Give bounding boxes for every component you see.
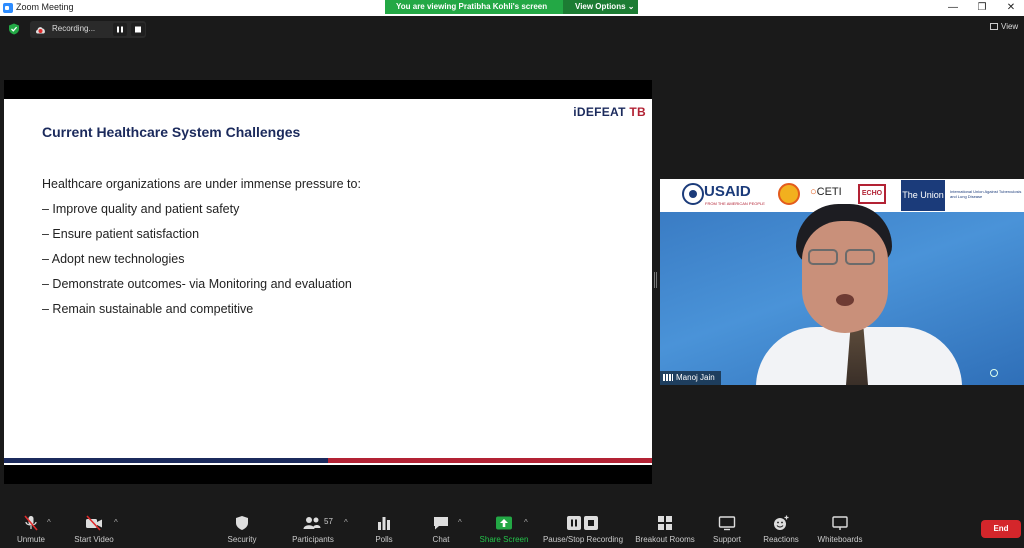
security-label: Security	[227, 535, 257, 544]
breakout-rooms-button[interactable]	[634, 507, 696, 548]
share-screen-button[interactable]	[478, 507, 530, 548]
slide-bullet: – Improve quality and patient safety	[42, 202, 240, 216]
participant-face	[802, 221, 888, 333]
security-button[interactable]	[222, 507, 262, 548]
slide-footer-stripe-red	[328, 458, 652, 463]
participants-icon	[303, 515, 321, 531]
restore-button[interactable]: ❐	[977, 2, 987, 13]
cloud-recording-icon	[35, 25, 46, 34]
zoom-app-icon	[3, 3, 13, 13]
recording-indicator	[30, 21, 146, 38]
shared-screen	[4, 80, 652, 484]
usaid-logo: USAID	[704, 183, 751, 200]
view-label: View	[1001, 22, 1019, 31]
the-union-logo: The Union	[901, 180, 945, 211]
participants-count: 57	[324, 517, 333, 526]
echo-logo: ECHO	[858, 184, 886, 204]
slide-intro: Healthcare organizations are under immense pressure to:	[42, 177, 361, 191]
the-union-tagline: International Union Against Tuberculosis and Lung Disease	[950, 189, 1022, 199]
ceti-logo	[810, 186, 842, 198]
ceti-text: CETI	[816, 186, 842, 198]
participant-video-tile[interactable]	[660, 179, 1024, 385]
minimize-button[interactable]: —	[948, 2, 958, 13]
whiteboard-icon	[831, 515, 849, 531]
view-options-button[interactable]	[563, 0, 638, 14]
start-video-button[interactable]	[70, 507, 118, 548]
encryption-shield-icon[interactable]	[8, 23, 20, 35]
pause-stop-recording-label: Pause/Stop Recording	[542, 535, 624, 544]
polls-label: Polls	[375, 535, 393, 544]
window-title: Zoom Meeting	[16, 2, 74, 12]
share-options-caret[interactable]	[524, 507, 534, 548]
reactions-smiley-icon	[772, 515, 790, 531]
ceti-c-mark: ○	[810, 186, 817, 198]
support-screen-icon	[718, 515, 736, 531]
recording-label: Recording...	[52, 24, 96, 33]
usaid-tagline: FROM THE AMERICAN PEOPLE	[705, 201, 765, 206]
polls-button[interactable]	[367, 507, 401, 548]
breakout-rooms-icon	[656, 515, 674, 531]
polls-icon	[375, 515, 393, 531]
chat-bubble-icon	[432, 515, 450, 531]
share-screen-arrow-icon	[495, 515, 513, 531]
grid-icon	[990, 23, 998, 30]
muted-microphone-icon	[22, 515, 40, 531]
slide-title: Current Healthcare System Challenges	[42, 124, 301, 140]
end-meeting-button[interactable]: End	[981, 520, 1021, 538]
chevron-down-icon: ⌄	[627, 2, 635, 11]
reactions-button[interactable]	[760, 507, 802, 548]
presentation-slide	[4, 99, 652, 465]
unmute-button[interactable]	[10, 507, 52, 548]
glasses-left-lens	[808, 249, 838, 265]
caret-up-icon: ^	[524, 518, 528, 527]
chat-button[interactable]	[424, 507, 458, 548]
pause-recording-icon[interactable]	[113, 23, 127, 36]
participants-label: Participants	[292, 535, 334, 544]
audio-options-caret[interactable]	[47, 507, 57, 548]
tile-options-icon[interactable]	[990, 369, 998, 377]
video-off-icon	[85, 515, 103, 531]
participants-options-caret[interactable]	[344, 507, 354, 548]
unmute-label: Unmute	[16, 535, 45, 544]
meeting-toolbar	[0, 507, 1024, 548]
slide-bullet: – Adopt new technologies	[42, 252, 185, 266]
chat-label: Chat	[432, 535, 450, 544]
logo-text-a: iDEFEAT	[573, 105, 626, 119]
whiteboards-button[interactable]	[815, 507, 865, 548]
share-screen-label: Share Screen	[479, 535, 529, 544]
slide-bullet: – Remain sustainable and competitive	[42, 302, 254, 316]
slide-bullet: – Ensure patient satisfaction	[42, 227, 200, 241]
breakout-rooms-label: Breakout Rooms	[635, 535, 695, 544]
idefeat-tb-logo	[573, 105, 646, 119]
glasses-right-lens	[845, 249, 875, 265]
caret-up-icon: ^	[47, 518, 51, 527]
participant-name-tag	[660, 371, 721, 385]
video-options-caret[interactable]	[114, 507, 124, 548]
view-layout-button[interactable]	[990, 22, 1022, 34]
logo-text-b: TB	[625, 105, 646, 119]
pause-stop-recording-button[interactable]	[540, 507, 626, 548]
caret-up-icon: ^	[114, 518, 118, 527]
whiteboards-label: Whiteboards	[817, 535, 863, 544]
usaid-seal-icon	[682, 183, 704, 205]
caret-up-icon: ^	[458, 518, 462, 527]
connection-strength-icon	[663, 374, 673, 381]
shield-icon	[233, 515, 251, 531]
participants-button[interactable]	[288, 507, 338, 548]
caret-up-icon: ^	[344, 518, 348, 527]
stop-recording-icon[interactable]	[131, 23, 145, 36]
start-video-label: Start Video	[74, 535, 114, 544]
viewing-screen-banner	[385, 0, 638, 14]
panel-splitter-handle[interactable]	[654, 272, 657, 288]
close-button[interactable]: ✕	[1006, 2, 1016, 13]
chat-options-caret[interactable]	[458, 507, 468, 548]
slide-footer-stripe-blue	[4, 458, 328, 463]
viewing-screen-message: You are viewing Pratibha Kohli's screen	[396, 2, 548, 11]
reactions-label: Reactions	[763, 535, 799, 544]
participant-mouth	[836, 294, 854, 306]
slide-bullet: – Demonstrate outcomes- via Monitoring and evaluation	[42, 277, 352, 291]
view-options-label: View Options	[575, 2, 626, 11]
pause-stop-recording-icon	[566, 515, 600, 531]
emblem-logo-icon	[778, 183, 800, 205]
support-button[interactable]	[709, 507, 745, 548]
support-label: Support	[712, 535, 742, 544]
participant-name: Manoj Jain	[676, 373, 715, 382]
